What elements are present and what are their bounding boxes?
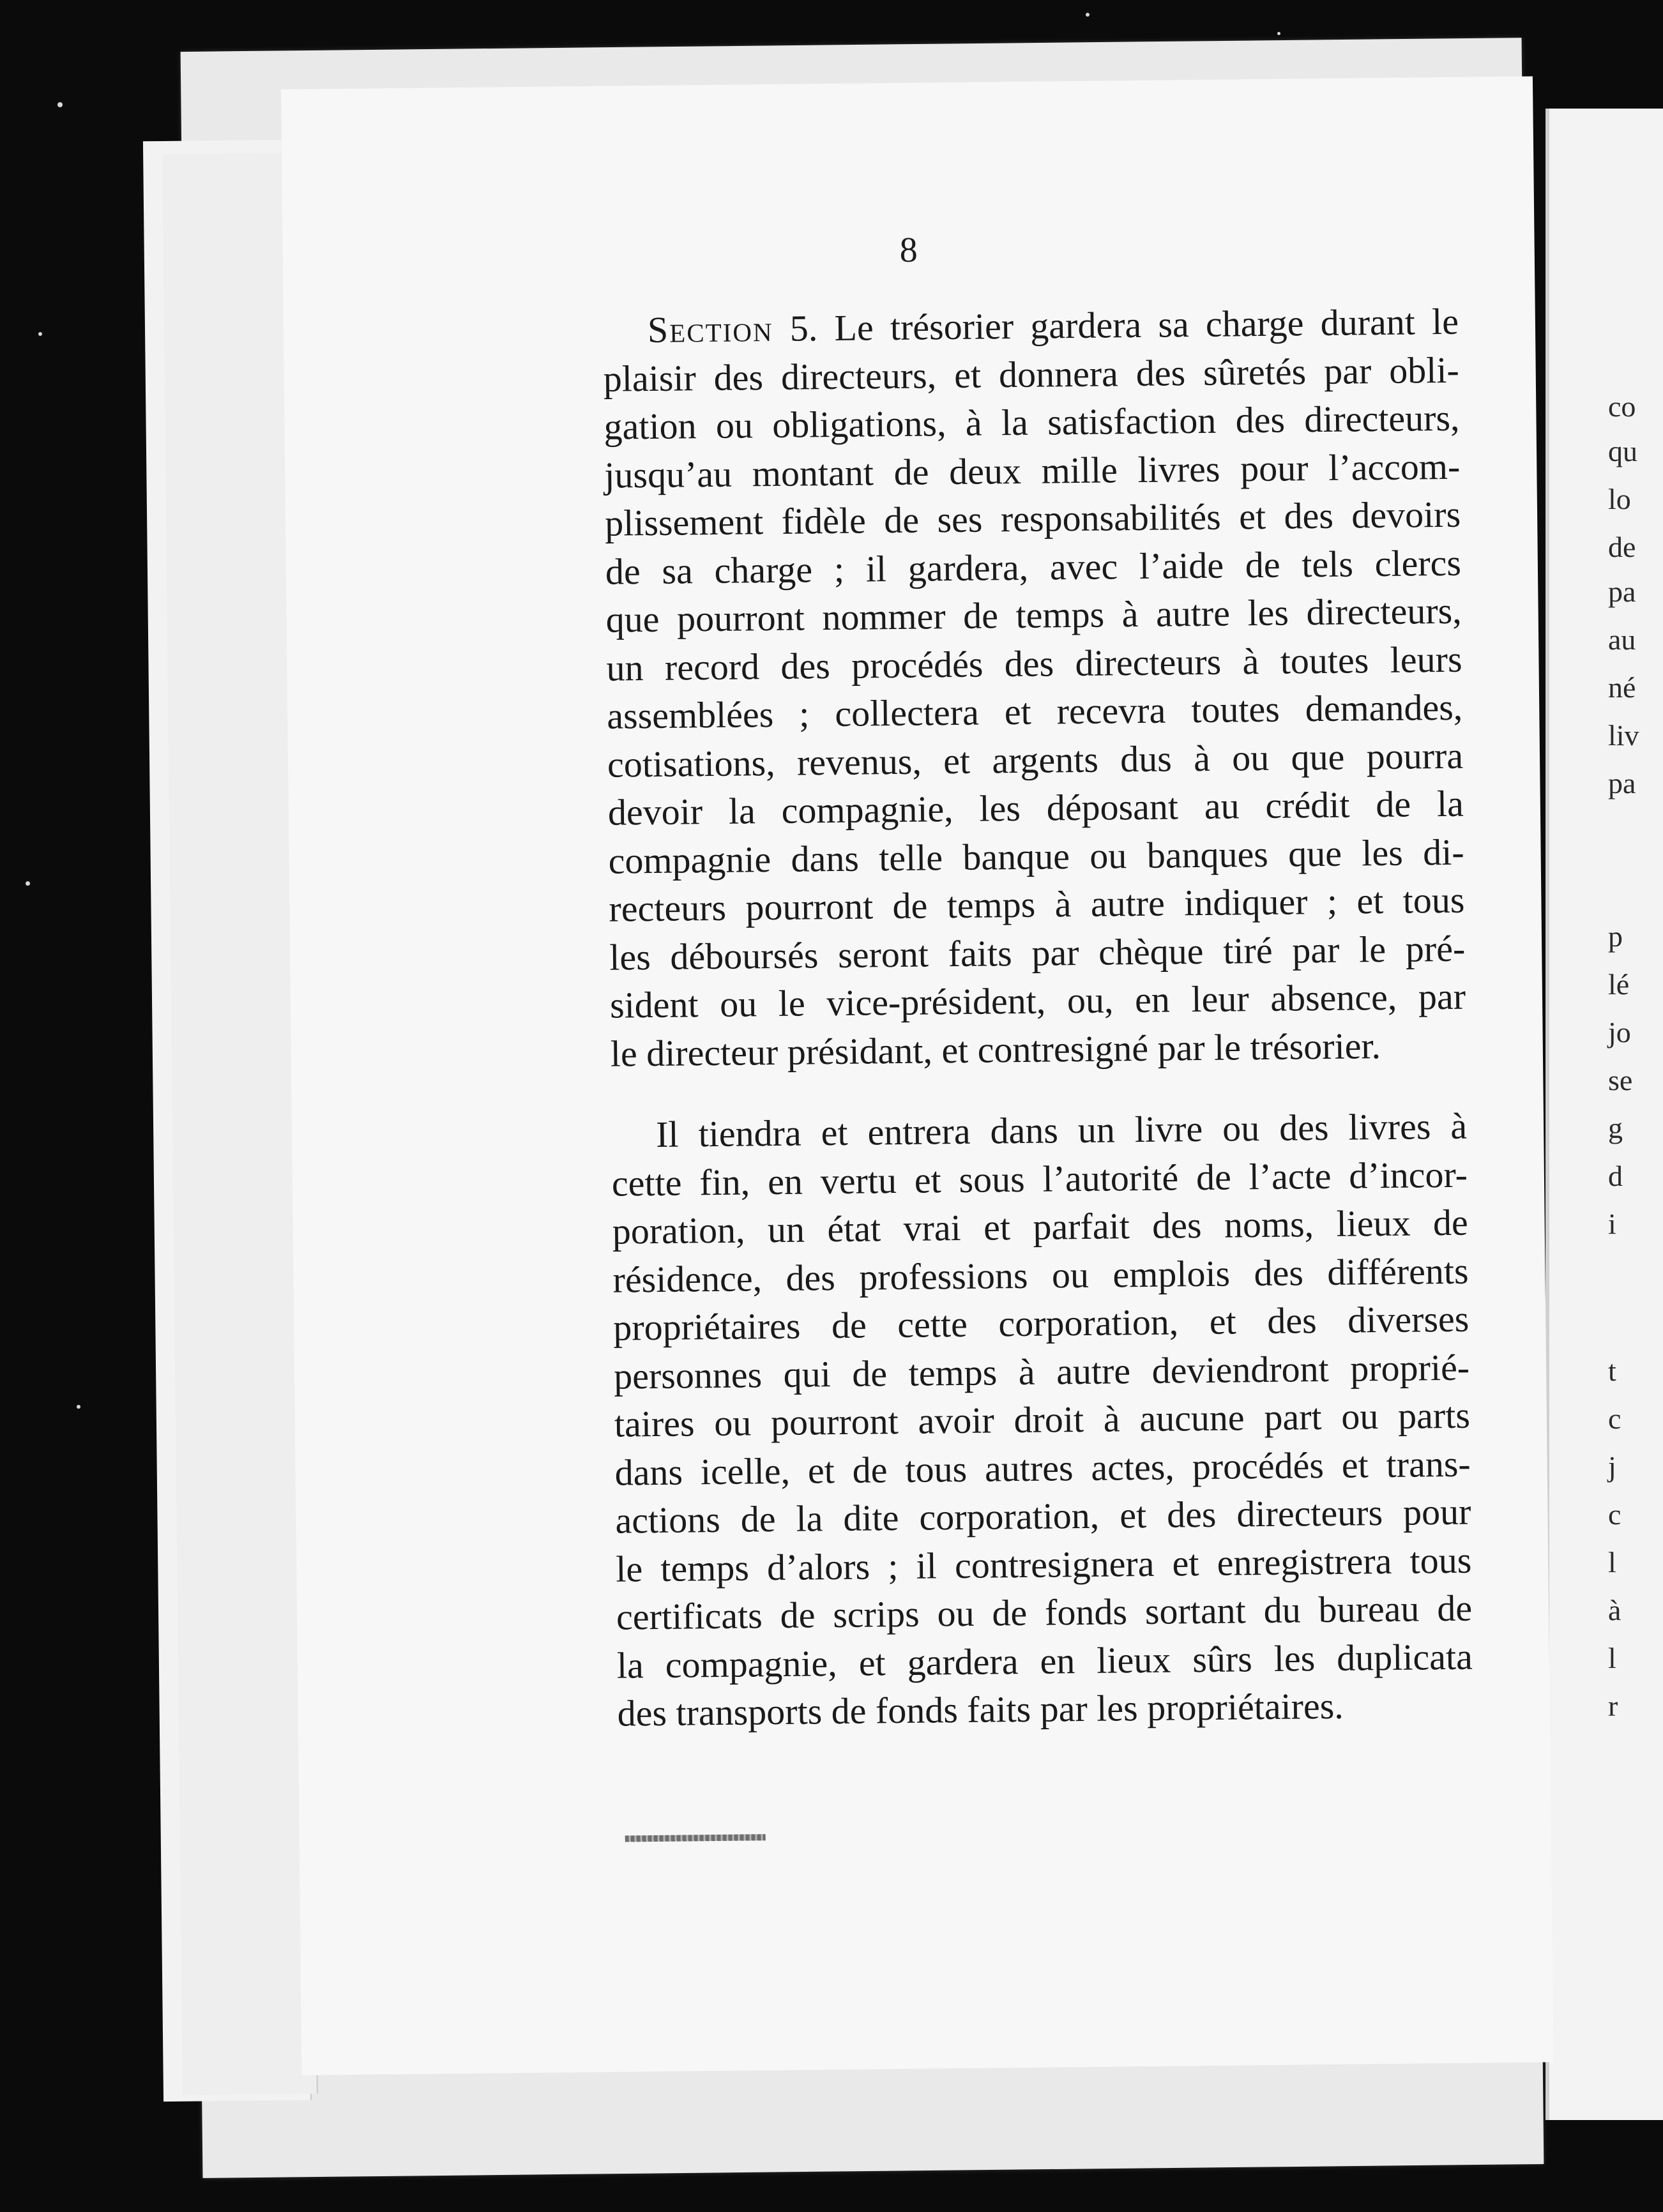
text-line xyxy=(607,731,1464,789)
text-line xyxy=(616,1536,1472,1593)
scan-speck xyxy=(38,332,42,336)
text-line xyxy=(609,876,1465,934)
page-body xyxy=(603,298,1473,1738)
line-text: poration, un état vrai et parfait des noms, lieux de xyxy=(612,1201,1469,1252)
facing-text-fragment: lé xyxy=(1608,968,1630,1001)
text-line xyxy=(605,587,1462,644)
text-line xyxy=(608,828,1464,885)
line-text: le directeur présidant, et contresigné par le trésorier. xyxy=(610,1024,1381,1075)
line-text: cette fin, en vertu et sous l’autorité de l’acte d’incor- xyxy=(611,1153,1468,1204)
line-text: propriétaires de cette corporation, et des diverses xyxy=(612,1298,1469,1349)
line-text: des transports de fonds faits par les propriétaires. xyxy=(617,1685,1344,1734)
line-text: sident ou le vice-président, ou, en leur absence, par xyxy=(609,975,1466,1026)
line-text: Il tiendra et entrera dans un livre ou des livres à xyxy=(655,1105,1468,1155)
text-line xyxy=(607,780,1464,837)
line-text: personnes qui de temps à autre deviendront proprié- xyxy=(613,1346,1470,1397)
text-line xyxy=(604,394,1460,451)
facing-text-fragment: c xyxy=(1608,1402,1621,1435)
line-text: de sa charge ; il gardera, avec l’aide de tels clercs xyxy=(605,542,1462,593)
facing-page xyxy=(1545,109,1663,2120)
text-line xyxy=(605,490,1461,548)
text-line xyxy=(604,442,1461,499)
line-text: recteurs pourront de temps à autre indiquer ; et tous xyxy=(609,879,1465,930)
text-line xyxy=(617,1681,1473,1738)
text-line xyxy=(603,345,1459,403)
scan-speck xyxy=(1277,32,1280,35)
text-line xyxy=(614,1391,1471,1449)
scan-speck xyxy=(1086,13,1090,17)
line-text: assemblées ; collectera et recevra toutes demandes, xyxy=(606,686,1463,737)
text-line xyxy=(607,683,1463,741)
facing-text-fragment: d xyxy=(1608,1160,1623,1192)
facing-text-fragment: t xyxy=(1608,1354,1616,1387)
line-text: actions de la dite corporation, et des directeurs pour xyxy=(615,1490,1471,1542)
paragraph xyxy=(611,1102,1473,1738)
text-line xyxy=(614,1343,1470,1400)
line-text: plissement fidèle de ses responsabilités et des devoirs xyxy=(604,493,1461,544)
text-line xyxy=(609,924,1466,981)
text-line xyxy=(616,1584,1473,1642)
text-line xyxy=(615,1488,1471,1545)
scan-speck xyxy=(77,1405,80,1409)
paragraph xyxy=(603,298,1467,1078)
line-text: plaisir des directeurs, et donnera des sûretés par obli- xyxy=(603,349,1460,400)
facing-text-fragment: pa xyxy=(1608,575,1636,608)
page-number: 8 xyxy=(899,230,918,270)
facing-text-fragment: né xyxy=(1608,671,1636,704)
text-line xyxy=(612,1246,1469,1304)
text-line xyxy=(616,1632,1473,1690)
line-text: gation ou obligations, à la satisfaction des directeurs, xyxy=(604,397,1460,448)
scan-speck xyxy=(57,102,63,107)
line-text: les déboursés seront faits par chèque tiré par le pré- xyxy=(609,927,1466,978)
line-text: le temps d’alors ; il contresignera et enregistrera tous xyxy=(615,1539,1472,1590)
scan-speck xyxy=(26,881,30,886)
line-text: cotisations, revenus, et argents dus à ou que pourra xyxy=(607,734,1464,785)
line-text: devoir la compagnie, les déposant au crédit de la xyxy=(607,782,1464,833)
facing-text-fragment: qu xyxy=(1608,435,1637,467)
facing-text-fragment: l xyxy=(1608,1642,1616,1674)
text-line xyxy=(605,538,1462,596)
line-text: 5. Le trésorier gardera sa charge durant le xyxy=(773,300,1459,349)
facing-text-fragment: jo xyxy=(1608,1016,1631,1049)
text-line xyxy=(612,1199,1468,1256)
ink-mark xyxy=(625,1834,766,1842)
line-text: taires ou pourront avoir droit à aucune part ou parts xyxy=(614,1394,1471,1445)
facing-text-fragment: lo xyxy=(1608,483,1631,515)
facing-text-fragment: l xyxy=(1608,1546,1616,1579)
text-line xyxy=(610,973,1466,1030)
facing-text-fragment: g xyxy=(1608,1112,1623,1144)
facing-text-fragment: r xyxy=(1608,1690,1618,1722)
text-line xyxy=(603,298,1459,355)
facing-text-fragment: co xyxy=(1608,390,1636,423)
text-line xyxy=(611,1102,1468,1160)
line-text: un record des procédés des directeurs à toutes leurs xyxy=(606,638,1462,689)
book-page xyxy=(281,76,1553,2075)
line-text: certificats de scrips ou de fonds sortant du bureau de xyxy=(616,1587,1473,1638)
facing-text-fragment: au xyxy=(1608,623,1636,656)
facing-text-fragment: p xyxy=(1608,920,1623,953)
facing-text-fragment: de xyxy=(1608,531,1636,563)
facing-text-fragment: se xyxy=(1608,1064,1633,1096)
line-text: résidence, des professions ou emplois des différents xyxy=(612,1250,1469,1301)
facing-text-fragment: liv xyxy=(1608,719,1639,752)
facing-text-fragment: à xyxy=(1608,1594,1621,1626)
line-text: jusqu’au montant de deux mille livres pour l’accom- xyxy=(604,445,1461,496)
section-heading: Section xyxy=(647,307,773,351)
line-text: la compagnie, et gardera en lieux sûrs les duplicata xyxy=(616,1635,1473,1686)
text-line xyxy=(606,635,1462,692)
text-line xyxy=(613,1295,1469,1352)
line-text: dans icelle, et de tous autres actes, procédés et trans- xyxy=(614,1443,1471,1494)
text-line xyxy=(612,1150,1468,1208)
text-line xyxy=(610,1020,1466,1078)
line-text: compagnie dans telle banque ou banques que les di- xyxy=(608,831,1464,882)
facing-text-fragment: pa xyxy=(1608,767,1636,799)
line-text: que pourront nommer de temps à autre les directeurs, xyxy=(605,589,1462,640)
facing-text-fragment: i xyxy=(1608,1208,1616,1240)
facing-text-fragment: c xyxy=(1608,1498,1621,1531)
facing-text-fragment: j xyxy=(1608,1450,1616,1483)
text-line xyxy=(614,1439,1471,1497)
